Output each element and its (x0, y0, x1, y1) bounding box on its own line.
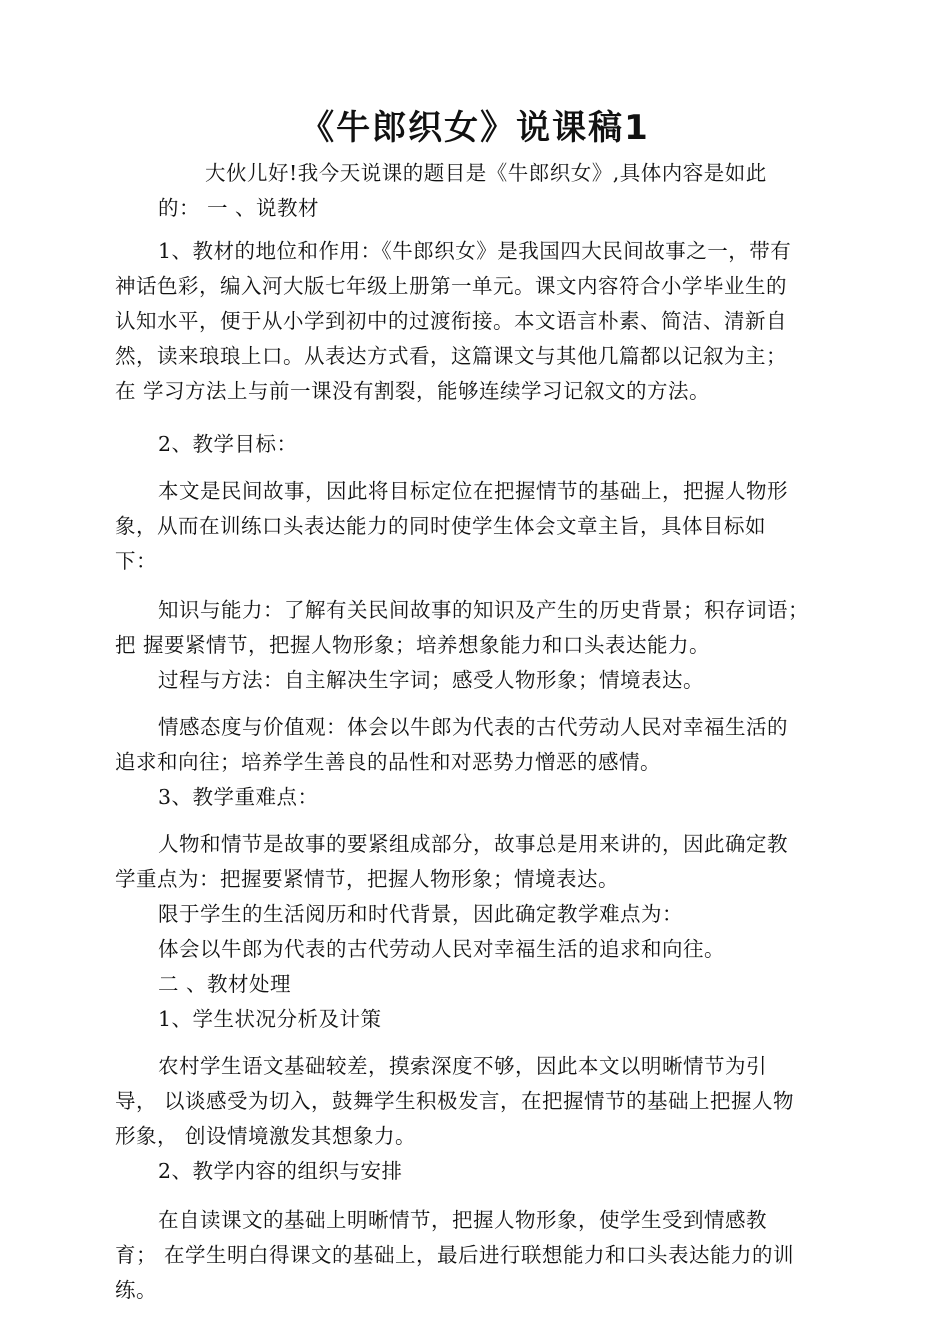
difficulty-paragraph (115, 932, 835, 967)
goals-intro-paragraph (115, 474, 835, 579)
text-line: 象，从而在训练口头表达能力的同时使学生体会文章主旨，具体目标如 (115, 514, 766, 538)
analysis-heading (115, 1002, 835, 1037)
text-line: 追求和向往；培养学生善良的品性和对恶势力憎恶的感情。 (115, 750, 661, 774)
document-body (115, 156, 835, 1308)
text-line: 限于学生的生活阅历和时代背景，因此确定教学难点为： (158, 902, 683, 926)
text-line: 在自读课文的基础上明晰情节，把握人物形象，使学生受到情感教 (158, 1208, 767, 1232)
text-line: 情感态度与价值观：体会以牛郎为代表的古代劳动人民对幸福生活的 (158, 715, 788, 739)
text-line: 1、教材的地位和作用：《牛郎织女》是我国四大民间故事之一，带有 (158, 239, 792, 263)
difficulty-intro-paragraph (115, 897, 835, 932)
text-line: 体会以牛郎为代表的古代劳动人民对幸福生活的追求和向往。 (158, 937, 725, 961)
text-line: 人物和情节是故事的要紧组成部分，故事总是用来讲的，因此确定教 (158, 832, 788, 856)
knowledge-paragraph (115, 593, 835, 663)
heading-text: 2、教学目标： (158, 432, 298, 456)
document-title: 《牛郎织女》说课稿1 (300, 108, 650, 148)
intro-paragraph (115, 156, 835, 226)
heading-text: 1、学生状况分析及计策 (158, 1007, 382, 1031)
key-points-heading (115, 780, 835, 815)
analysis-paragraph (115, 1049, 835, 1154)
text-line: 的： 一 、说教材 (158, 196, 320, 220)
heading-text: 2、教学内容的组织与安排 (158, 1159, 403, 1183)
text-line: 本文是民间故事，因此将目标定位在把握情节的基础上，把握人物形 (158, 479, 788, 503)
text-line: 学重点为：把握要紧情节，把握人物形象；情境表达。 (115, 867, 619, 891)
text-line: 大伙儿好!我今天说课的题目是《牛郎织女》,具体内容是如此 (205, 161, 767, 185)
text-line: 认知水平，便于从小学到初中的过渡衔接。本文语言朴素、简洁、清新自 (115, 309, 787, 333)
teaching-goals-heading (115, 427, 835, 462)
text-line: 然，读来琅琅上口。从表达方式看，这篇课文与其他几篇都以记叙为主； (115, 344, 787, 368)
emotion-paragraph (115, 710, 835, 780)
arrangement-heading (115, 1154, 835, 1189)
heading-text: 二 、教材处理 (158, 972, 292, 996)
key-points-paragraph (115, 827, 835, 897)
text-line: 过程与方法：自主解决生字词；感受人物形象；情境表达。 (158, 668, 704, 692)
text-line: 练。 (115, 1278, 157, 1302)
text-line: 把 握要紧情节，把握人物形象；培养想象能力和口头表达能力。 (115, 633, 711, 657)
heading-text: 3、教学重难点： (158, 785, 319, 809)
text-line: 神话色彩，编入河大版七年级上册第一单元。课文内容符合小学毕业生的 (115, 274, 787, 298)
arrangement-paragraph (115, 1203, 835, 1308)
text-line: 知识与能力：了解有关民间故事的知识及产生的历史背景；积存词语； (158, 598, 809, 622)
text-line: 育； 在学生明白得课文的基础上，最后进行联想能力和口头表达能力的训 (115, 1243, 795, 1267)
text-line: 农村学生语文基础较差，摸索深度不够，因此本文以明晰情节为引 (158, 1054, 767, 1078)
process-paragraph (115, 663, 835, 698)
text-line: 下： (115, 549, 157, 573)
teaching-material-paragraph (115, 234, 835, 409)
text-line: 形象， 创设情境激发其想象力。 (115, 1124, 417, 1148)
section-2-heading (115, 967, 835, 1002)
text-line: 在 学习方法上与前一课没有割裂，能够连续学习记叙文的方法。 (115, 379, 711, 403)
text-line: 导， 以谈感受为切入，鼓舞学生积极发言，在把握情节的基础上把握人物 (115, 1089, 795, 1113)
